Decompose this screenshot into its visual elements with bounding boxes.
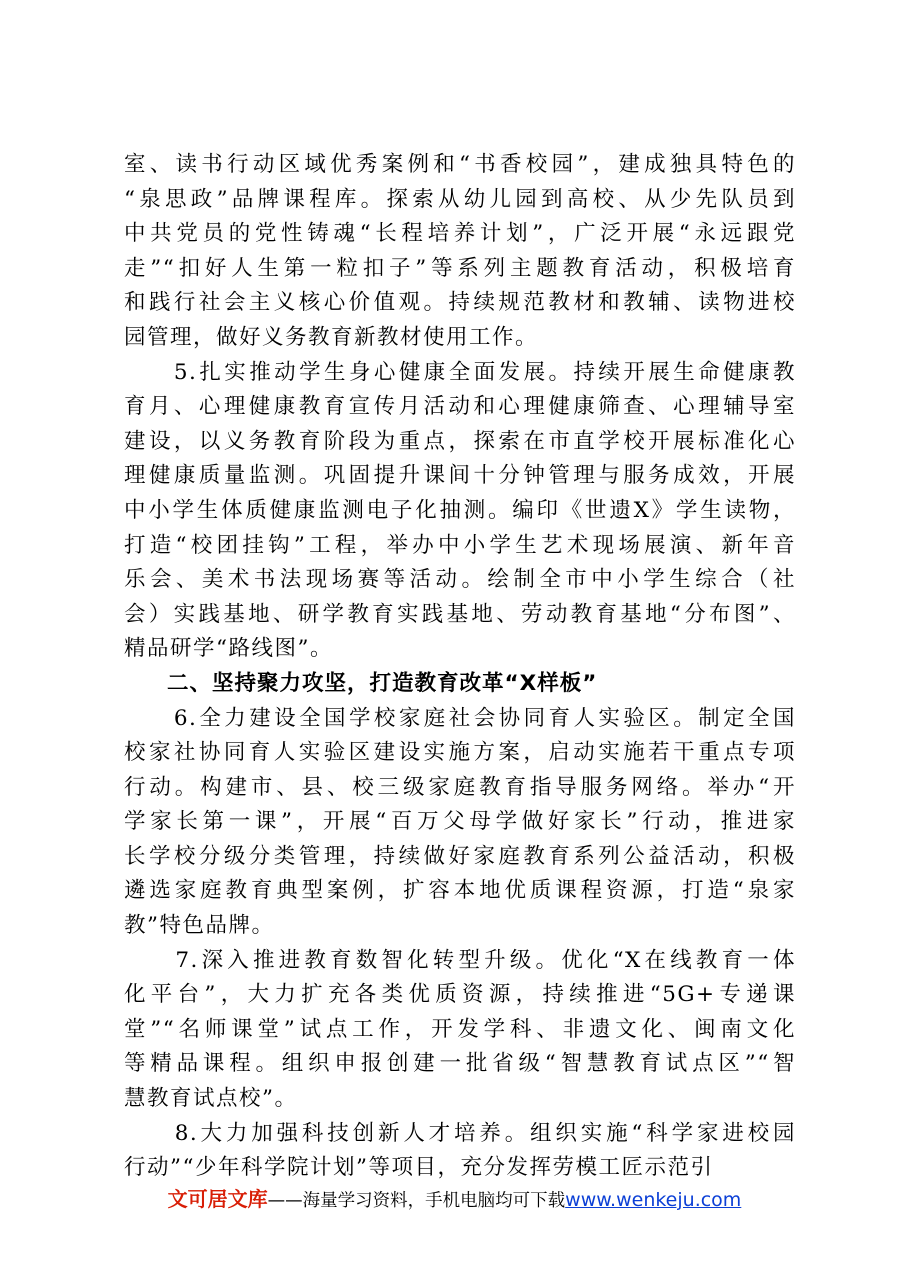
text-line: 中共党员的党性铸魂“长程培养计划”，广泛开展“永远跟党 bbox=[124, 221, 796, 247]
footer-tagline: ——海量学习资料，手机电脑均可下载 bbox=[267, 1191, 566, 1211]
text-line: 理健康质量监测。巩固提升课间十分钟管理与服务成效，开展 bbox=[124, 463, 796, 489]
footer-brand: 文可居文库 bbox=[167, 1187, 268, 1211]
text-line: 走”“扣好人生第一粒扣子”等系列主题教育活动，积极培育 bbox=[124, 255, 796, 281]
text-line: 堂”“名师课堂”试点工作，开发学科、非遗文化、闽南文化 bbox=[124, 1016, 796, 1042]
paragraph-group-b bbox=[124, 702, 796, 1186]
document-body bbox=[124, 148, 796, 1186]
text-line: 建设，以义务教育阶段为重点，探索在市直学校开展标准化心 bbox=[124, 428, 796, 454]
text-line: 行动”“少年科学院计划”等项目，充分发挥劳模工匠示范引 bbox=[124, 1155, 714, 1181]
text-line: 打造“校团挂钩”工程，举办中小学生艺术现场展演、新年音 bbox=[124, 532, 796, 558]
section-heading: 二、坚持聚力攻坚，打造教育改革“X样板” bbox=[167, 670, 598, 696]
text-line: 6.全力建设全国学校家庭社会协同育人实验区。制定全国 bbox=[124, 705, 796, 731]
text-line: 行动。构建市、县、校三级家庭教育指导服务网络。举办“开 bbox=[124, 774, 796, 800]
text-line: 室、读书行动区域优秀案例和“书香校园”，建成独具特色的 bbox=[124, 152, 796, 177]
text-line: 会）实践基地、研学教育实践基地、劳动教育基地“分布图”、 bbox=[124, 601, 796, 627]
text-line: 中小学生体质健康监测电子化抽测。编印《世遗X》学生读物， bbox=[124, 497, 796, 523]
text-line: 教”特色品牌。 bbox=[124, 913, 275, 939]
text-line: 长学校分级分类管理，持续做好家庭教育系列公益活动，积极 bbox=[124, 843, 796, 869]
text-line: 遴选家庭教育典型案例，扩容本地优质课程资源，打造“泉家 bbox=[124, 878, 796, 904]
text-line: 育月、心理健康教育宣传月活动和心理健康筛查、心理辅导室 bbox=[124, 394, 796, 420]
text-line: “泉思政”品牌课程库。探索从幼儿园到高校、从少先队员到 bbox=[124, 186, 796, 212]
footer-banner bbox=[0, 1183, 909, 1212]
text-line: 园管理，做好义务教育新教材使用工作。 bbox=[124, 324, 539, 350]
text-line: 7.深入推进教育数智化转型升级。优化“X在线教育一体 bbox=[124, 947, 796, 973]
text-line: 乐会、美术书法现场赛等活动。绘制全市中小学生综合（社 bbox=[124, 567, 796, 593]
text-line: 化平台”，大力扩充各类优质资源，持续推进“5G+专递课 bbox=[124, 982, 796, 1008]
text-line: 慧教育试点校”。 bbox=[124, 1086, 298, 1112]
text-line: 5.扎实推动学生身心健康全面发展。持续开展生命健康教 bbox=[124, 359, 796, 385]
text-line: 等精品课程。组织申报创建一批省级“智慧教育试点区”“智 bbox=[124, 1051, 796, 1077]
text-line: 精品研学“路线图”。 bbox=[124, 636, 333, 662]
footer-site-link[interactable]: www.wenkeju.com bbox=[565, 1189, 742, 1211]
text-line: 8.大力加强科技创新人才培养。组织实施“科学家进校园 bbox=[124, 1120, 796, 1146]
paragraph-group-a bbox=[124, 148, 796, 667]
text-line: 学家长第一课”，开展“百万父母学做好家长”行动，推进家 bbox=[124, 809, 796, 835]
text-line: 和践行社会主义核心价值观。持续规范教材和教辅、读物进校 bbox=[124, 290, 796, 316]
text-line: 校家社协同育人实验区建设实施方案，启动实施若干重点专项 bbox=[124, 740, 796, 766]
